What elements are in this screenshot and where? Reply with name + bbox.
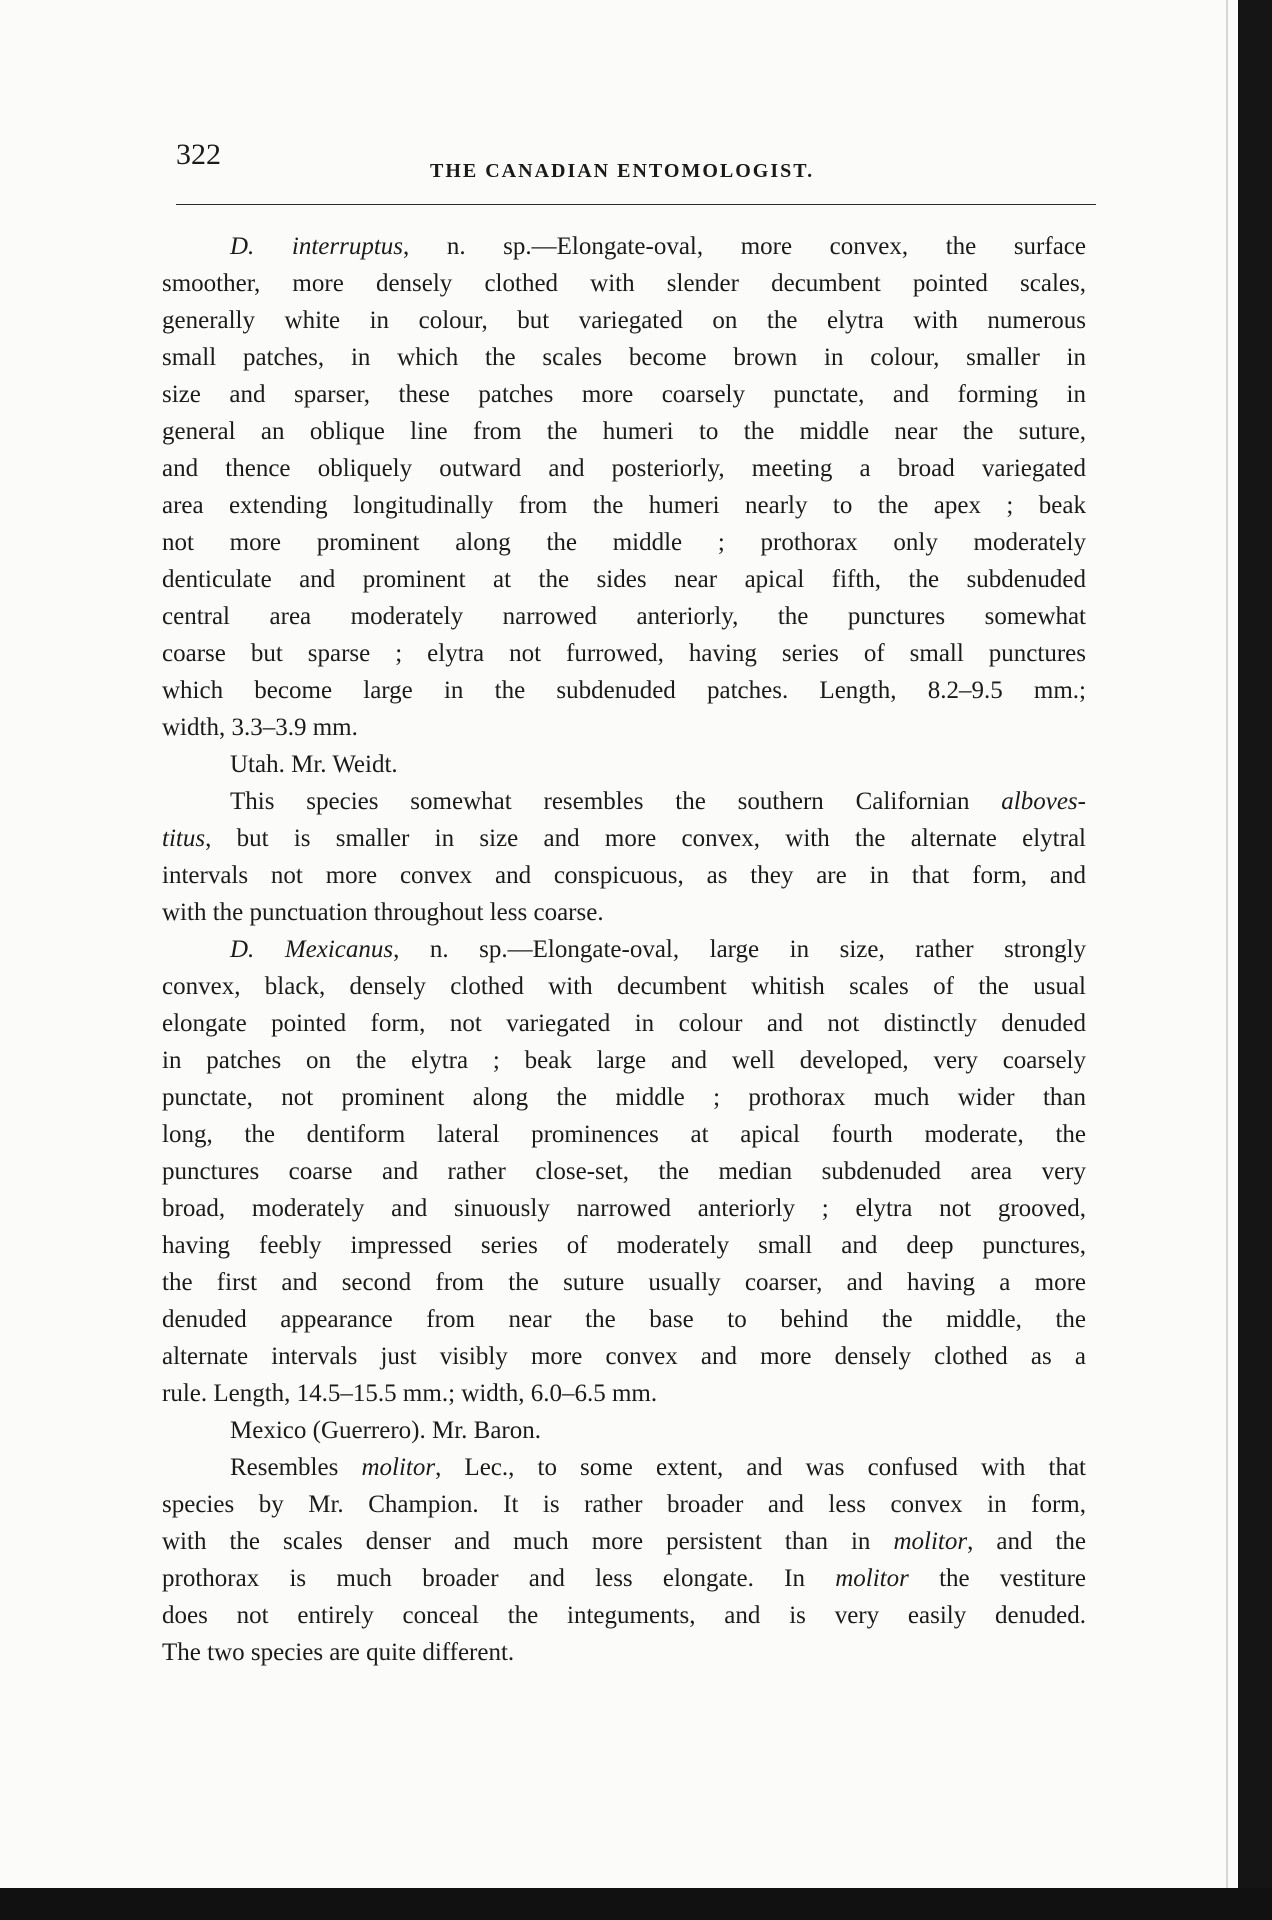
paragraph-mexicanus-remarks (162, 1449, 1086, 1671)
text-run: small patches, in which the scales become brown in colour, smaller in (162, 344, 1086, 371)
text-line (162, 265, 1086, 302)
text-run: prothorax is much broader and less elongate. In (162, 1565, 836, 1592)
text-line (162, 450, 1086, 487)
text-run: punctate, not prominent along the middle ; prothorax much wider than (162, 1084, 1086, 1111)
text-line (162, 1634, 1086, 1671)
text-line (162, 672, 1086, 709)
text-run: punctures coarse and rather close-set, the median subdenuded area very (162, 1158, 1086, 1185)
text-run: denticulate and prominent at the sides near apical fifth, the subdenuded (162, 566, 1086, 593)
text-line (162, 1116, 1086, 1153)
italic-term: molitor (361, 1454, 436, 1481)
text-line (162, 1079, 1086, 1116)
text-run: Mexico (Guerrero). Mr. Baron. (230, 1417, 542, 1444)
text-line (162, 783, 1086, 820)
text-run: , n. sp.—Elongate-oval, more convex, the surface (403, 233, 1086, 260)
text-line (162, 1264, 1086, 1301)
running-title: THE CANADIAN ENTOMOLOGIST. (430, 160, 815, 182)
text-run: in patches on the elytra ; beak large and well developed, very coarsely (162, 1047, 1086, 1074)
text-run: species by Mr. Champion. It is rather broader and less convex in form, (162, 1491, 1086, 1518)
italic-term: molitor (893, 1528, 968, 1555)
text-line (162, 1153, 1086, 1190)
text-run: size and sparser, these patches more coarsely punctate, and forming in (162, 381, 1086, 408)
text-run: elongate pointed form, not variegated in colour and not distinctly denuded (162, 1010, 1086, 1037)
text-line (162, 1301, 1086, 1338)
text-run: intervals not more convex and conspicuous, as they are in that form, and (162, 862, 1086, 889)
text-line (162, 1227, 1086, 1264)
paragraph-mexicanus-locality (162, 1412, 1086, 1449)
paragraph-interruptus-locality (162, 746, 1086, 783)
italic-term: titus (162, 825, 206, 852)
text-line (162, 968, 1086, 1005)
text-run: denuded appearance from near the base to behind the middle, the (162, 1306, 1086, 1333)
text-line (162, 339, 1086, 376)
scan-bottom-edge (0, 1888, 1272, 1920)
text-line (162, 746, 1086, 783)
text-run: , and the (967, 1528, 1087, 1555)
text-line (162, 857, 1086, 894)
text-run: The two species are quite different. (162, 1639, 515, 1666)
paragraph-mexicanus-description (162, 931, 1086, 1412)
text-line (162, 709, 1086, 746)
text-run: Utah. Mr. Weidt. (230, 751, 398, 778)
text-line (162, 228, 1086, 265)
text-run: with the punctuation throughout less coarse. (162, 899, 604, 926)
text-line (162, 635, 1086, 672)
text-run: rule. Length, 14.5–15.5 mm.; width, 6.0–6.5 mm. (162, 1380, 658, 1407)
text-run: , Lec., to some extent, and was confused with that (435, 1454, 1086, 1481)
page-number: 322 (176, 138, 221, 171)
text-run: long, the dentiform lateral prominences at apical fourth moderate, the (162, 1121, 1086, 1148)
body-text (162, 228, 1086, 1671)
text-run: general an oblique line from the humeri to the middle near the suture, (162, 418, 1086, 445)
text-run: , but is smaller in size and more convex, with the alternate elytral (205, 825, 1086, 852)
text-line (162, 413, 1086, 450)
text-line (162, 1412, 1086, 1449)
italic-term: D. interruptus (230, 233, 404, 260)
text-run: generally white in colour, but variegated on the elytra with numerous (162, 307, 1086, 334)
text-run: , n. sp.—Elongate-oval, large in size, rather strongly (393, 936, 1087, 963)
text-run: alternate intervals just visibly more convex and more densely clothed as a (162, 1343, 1086, 1370)
italic-term: alboves- (1001, 788, 1086, 815)
text-run: the vestiture (908, 1565, 1086, 1592)
text-line (162, 1560, 1086, 1597)
text-line (162, 894, 1086, 931)
text-line (162, 1597, 1086, 1634)
text-run: and thence obliquely outward and posteriorly, meeting a broad variegated (162, 455, 1086, 482)
text-run: This species somewhat resembles the southern Californian (230, 788, 1002, 815)
text-line (162, 524, 1086, 561)
text-line (162, 1338, 1086, 1375)
text-run: central area moderately narrowed anteriorly, the punctures somewhat (162, 603, 1086, 630)
text-line (162, 561, 1086, 598)
text-line (162, 1523, 1086, 1560)
text-run: smoother, more densely clothed with slender decumbent pointed scales, (162, 270, 1086, 297)
text-run: not more prominent along the middle ; prothorax only moderately (162, 529, 1086, 556)
text-run: having feebly impressed series of moderately small and deep punctures, (162, 1232, 1086, 1259)
text-line (162, 376, 1086, 413)
text-line (162, 1190, 1086, 1227)
text-run: area extending longitudinally from the humeri nearly to the apex ; beak (162, 492, 1086, 519)
text-line (162, 1486, 1086, 1523)
text-run: the first and second from the suture usually coarser, and having a more (162, 1269, 1086, 1296)
text-line (162, 598, 1086, 635)
text-run: with the scales denser and much more persistent than in (162, 1528, 894, 1555)
text-line (162, 820, 1086, 857)
text-run: coarse but sparse ; elytra not furrowed, having series of small punctures (162, 640, 1086, 667)
header-rule (176, 204, 1096, 205)
text-line (162, 931, 1086, 968)
text-line (162, 1042, 1086, 1079)
page-gutter-shadow (1226, 0, 1228, 1888)
text-line (162, 302, 1086, 339)
text-line (162, 1375, 1086, 1412)
book-spine-edge (1238, 0, 1272, 1920)
text-line (162, 1005, 1086, 1042)
text-run: which become large in the subdenuded patches. Length, 8.2–9.5 mm.; (162, 677, 1086, 704)
text-run: Resembles (230, 1454, 362, 1481)
text-run: convex, black, densely clothed with decumbent whitish scales of the usual (162, 973, 1086, 1000)
text-line (162, 487, 1086, 524)
text-run: width, 3.3–3.9 mm. (162, 714, 358, 741)
paragraph-interruptus-description (162, 228, 1086, 746)
italic-term: molitor (835, 1565, 909, 1592)
text-run: does not entirely conceal the integuments, and is very easily denuded. (162, 1602, 1086, 1629)
text-run: broad, moderately and sinuously narrowed anteriorly ; elytra not grooved, (162, 1195, 1086, 1222)
text-line (162, 1449, 1086, 1486)
paragraph-interruptus-remarks (162, 783, 1086, 931)
italic-term: D. Mexicanus (230, 936, 394, 963)
